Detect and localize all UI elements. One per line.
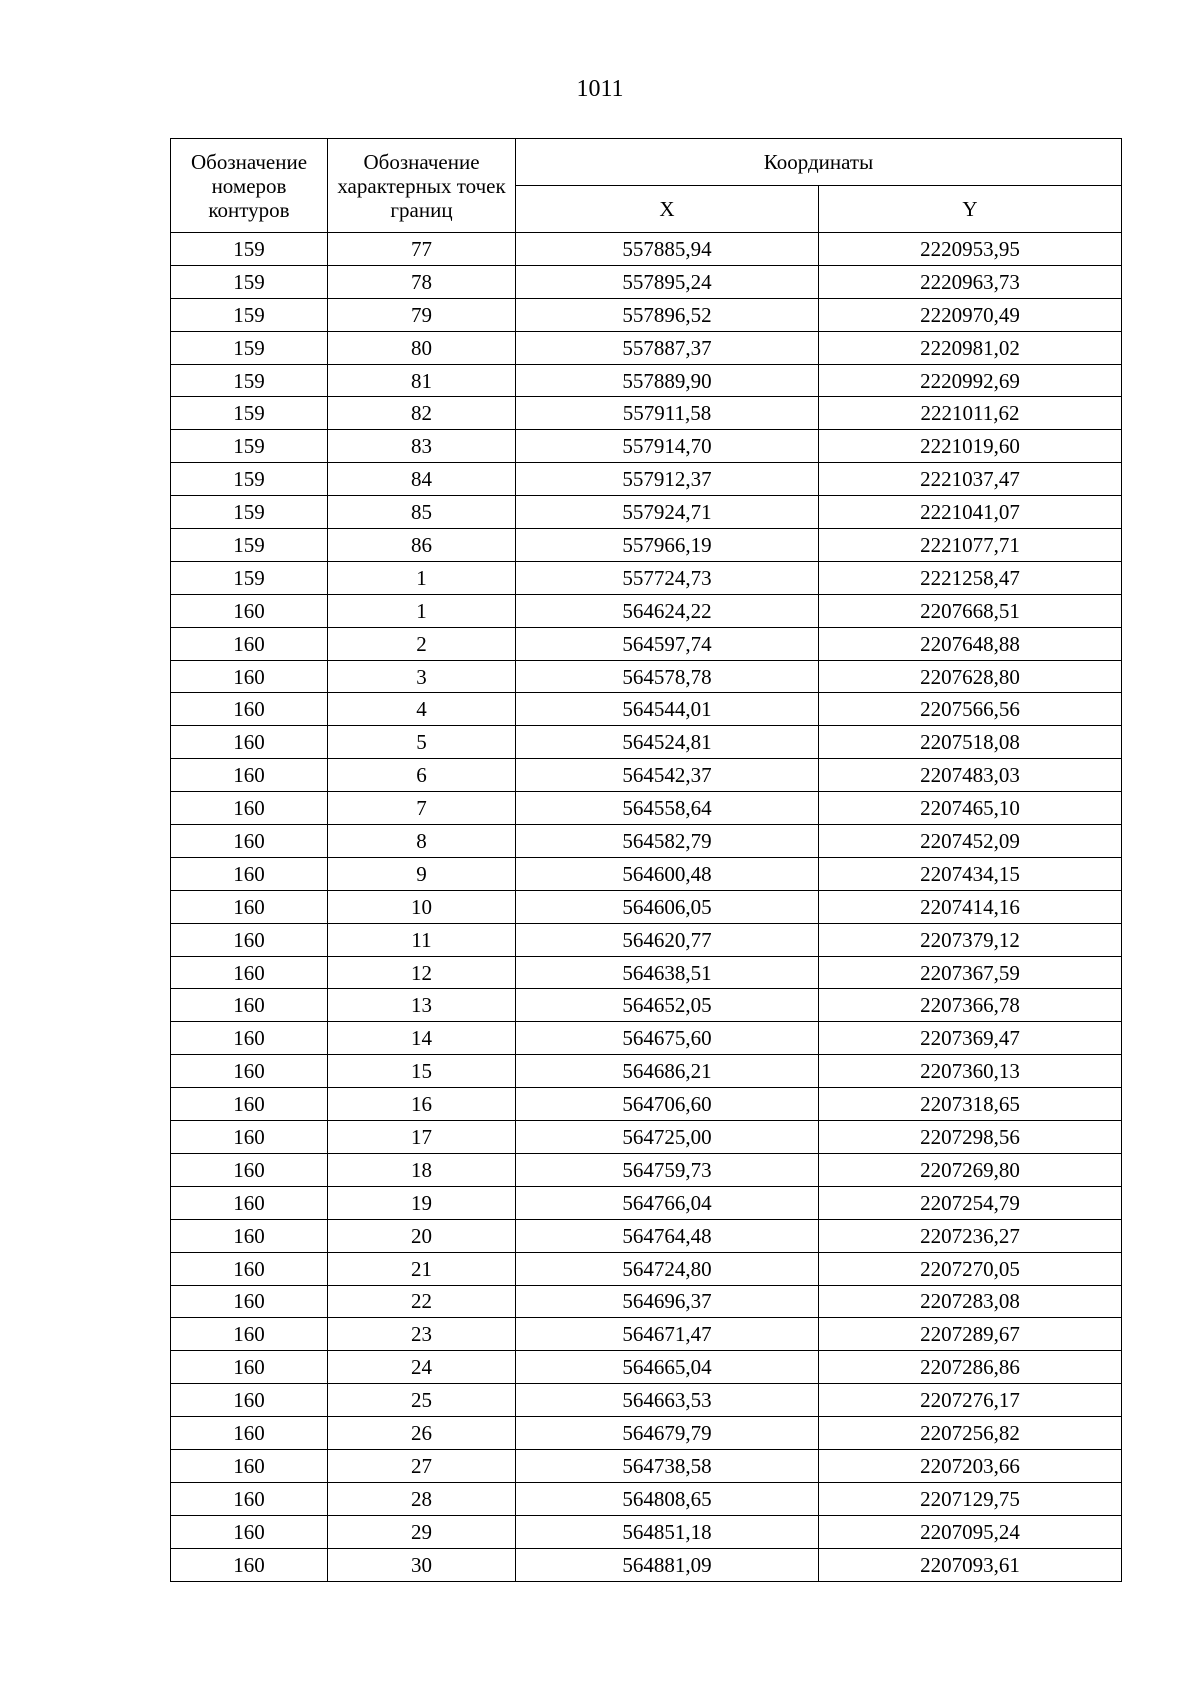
y-coordinate-cell: 2207483,03 (819, 759, 1122, 792)
contour-number-cell: 160 (171, 1515, 328, 1548)
y-coordinate-cell: 2207360,13 (819, 1055, 1122, 1088)
contour-number-cell: 160 (171, 627, 328, 660)
y-coordinate-cell: 2220963,73 (819, 265, 1122, 298)
x-coordinate-cell: 564663,53 (516, 1384, 819, 1417)
point-number-cell: 85 (328, 496, 516, 529)
x-coordinate-cell: 557896,52 (516, 298, 819, 331)
table-row (171, 430, 1122, 463)
table-row (171, 956, 1122, 989)
table-row (171, 1449, 1122, 1482)
contour-number-cell: 159 (171, 298, 328, 331)
table-body (171, 233, 1122, 1582)
y-coordinate-cell: 2207414,16 (819, 890, 1122, 923)
table-row (171, 1055, 1122, 1088)
header-boundary-points: Обозначение характерных точек границ (328, 139, 516, 233)
contour-number-cell: 160 (171, 890, 328, 923)
contour-number-cell: 160 (171, 956, 328, 989)
x-coordinate-cell: 564725,00 (516, 1121, 819, 1154)
point-number-cell: 30 (328, 1548, 516, 1581)
contour-number-cell: 159 (171, 233, 328, 266)
point-number-cell: 13 (328, 989, 516, 1022)
table-row (171, 1252, 1122, 1285)
x-coordinate-cell: 564766,04 (516, 1186, 819, 1219)
x-coordinate-cell: 557966,19 (516, 529, 819, 562)
y-coordinate-cell: 2207256,82 (819, 1417, 1122, 1450)
contour-number-cell: 159 (171, 397, 328, 430)
contour-number-cell: 159 (171, 430, 328, 463)
x-coordinate-cell: 557924,71 (516, 496, 819, 529)
y-coordinate-cell: 2207465,10 (819, 792, 1122, 825)
point-number-cell: 22 (328, 1285, 516, 1318)
x-coordinate-cell: 557912,37 (516, 463, 819, 496)
y-coordinate-cell: 2221011,62 (819, 397, 1122, 430)
point-number-cell: 28 (328, 1482, 516, 1515)
point-number-cell: 79 (328, 298, 516, 331)
y-coordinate-cell: 2220992,69 (819, 364, 1122, 397)
x-coordinate-cell: 564851,18 (516, 1515, 819, 1548)
x-coordinate-cell: 564597,74 (516, 627, 819, 660)
x-coordinate-cell: 557914,70 (516, 430, 819, 463)
x-coordinate-cell: 557895,24 (516, 265, 819, 298)
x-coordinate-cell: 564544,01 (516, 693, 819, 726)
x-coordinate-cell: 564724,80 (516, 1252, 819, 1285)
contour-number-cell: 160 (171, 989, 328, 1022)
x-coordinate-cell: 557887,37 (516, 331, 819, 364)
y-coordinate-cell: 2207379,12 (819, 923, 1122, 956)
x-coordinate-cell: 557911,58 (516, 397, 819, 430)
x-coordinate-cell: 564759,73 (516, 1153, 819, 1186)
point-number-cell: 84 (328, 463, 516, 496)
table-row (171, 1548, 1122, 1581)
table-row (171, 726, 1122, 759)
point-number-cell: 24 (328, 1351, 516, 1384)
table-row (171, 857, 1122, 890)
y-coordinate-cell: 2207283,08 (819, 1285, 1122, 1318)
x-coordinate-cell: 564738,58 (516, 1449, 819, 1482)
y-coordinate-cell: 2221041,07 (819, 496, 1122, 529)
table-row (171, 627, 1122, 660)
x-coordinate-cell: 557724,73 (516, 561, 819, 594)
point-number-cell: 20 (328, 1219, 516, 1252)
table-row (171, 233, 1122, 266)
contour-number-cell: 159 (171, 561, 328, 594)
y-coordinate-cell: 2207369,47 (819, 1022, 1122, 1055)
contour-number-cell: 160 (171, 1417, 328, 1450)
table-row (171, 496, 1122, 529)
contour-number-cell: 160 (171, 923, 328, 956)
point-number-cell: 8 (328, 825, 516, 858)
contour-number-cell: 160 (171, 1022, 328, 1055)
y-coordinate-cell: 2207628,80 (819, 660, 1122, 693)
contour-number-cell: 160 (171, 1351, 328, 1384)
y-coordinate-cell: 2221077,71 (819, 529, 1122, 562)
table-row (171, 331, 1122, 364)
y-coordinate-cell: 2220970,49 (819, 298, 1122, 331)
contour-number-cell: 160 (171, 660, 328, 693)
point-number-cell: 23 (328, 1318, 516, 1351)
y-coordinate-cell: 2207452,09 (819, 825, 1122, 858)
y-coordinate-cell: 2207093,61 (819, 1548, 1122, 1581)
point-number-cell: 10 (328, 890, 516, 923)
header-x: X (516, 186, 819, 233)
table-row (171, 923, 1122, 956)
point-number-cell: 17 (328, 1121, 516, 1154)
table-row (171, 1219, 1122, 1252)
point-number-cell: 14 (328, 1022, 516, 1055)
y-coordinate-cell: 2207518,08 (819, 726, 1122, 759)
table-row (171, 1318, 1122, 1351)
contour-number-cell: 160 (171, 1186, 328, 1219)
y-coordinate-cell: 2221258,47 (819, 561, 1122, 594)
table-row (171, 1515, 1122, 1548)
point-number-cell: 21 (328, 1252, 516, 1285)
x-coordinate-cell: 564764,48 (516, 1219, 819, 1252)
contour-number-cell: 160 (171, 1088, 328, 1121)
header-coordinates: Координаты (516, 139, 1122, 186)
point-number-cell: 5 (328, 726, 516, 759)
table-row (171, 1384, 1122, 1417)
y-coordinate-cell: 2221037,47 (819, 463, 1122, 496)
y-coordinate-cell: 2207648,88 (819, 627, 1122, 660)
page-number: 1011 (576, 76, 624, 102)
point-number-cell: 86 (328, 529, 516, 562)
contour-number-cell: 160 (171, 792, 328, 825)
y-coordinate-cell: 2207668,51 (819, 594, 1122, 627)
contour-number-cell: 160 (171, 759, 328, 792)
header-contour-numbers: Обозначение номеров контуров (171, 139, 328, 233)
y-coordinate-cell: 2207276,17 (819, 1384, 1122, 1417)
y-coordinate-cell: 2207298,56 (819, 1121, 1122, 1154)
contour-number-cell: 160 (171, 1548, 328, 1581)
x-coordinate-cell: 564620,77 (516, 923, 819, 956)
x-coordinate-cell: 564706,60 (516, 1088, 819, 1121)
point-number-cell: 29 (328, 1515, 516, 1548)
point-number-cell: 16 (328, 1088, 516, 1121)
x-coordinate-cell: 557889,90 (516, 364, 819, 397)
point-number-cell: 9 (328, 857, 516, 890)
table-row (171, 1088, 1122, 1121)
contour-number-cell: 160 (171, 1285, 328, 1318)
y-coordinate-cell: 2221019,60 (819, 430, 1122, 463)
contour-number-cell: 159 (171, 496, 328, 529)
point-number-cell: 15 (328, 1055, 516, 1088)
y-coordinate-cell: 2220953,95 (819, 233, 1122, 266)
x-coordinate-cell: 564696,37 (516, 1285, 819, 1318)
contour-number-cell: 160 (171, 1153, 328, 1186)
contour-number-cell: 160 (171, 1219, 328, 1252)
point-number-cell: 78 (328, 265, 516, 298)
y-coordinate-cell: 2207095,24 (819, 1515, 1122, 1548)
contour-number-cell: 160 (171, 726, 328, 759)
y-coordinate-cell: 2207236,27 (819, 1219, 1122, 1252)
contour-number-cell: 160 (171, 1384, 328, 1417)
y-coordinate-cell: 2207203,66 (819, 1449, 1122, 1482)
table-row (171, 660, 1122, 693)
table-row (171, 1153, 1122, 1186)
point-number-cell: 25 (328, 1384, 516, 1417)
point-number-cell: 4 (328, 693, 516, 726)
coordinates-table (170, 138, 1122, 1582)
table-row (171, 1351, 1122, 1384)
header-y: Y (819, 186, 1122, 233)
table-row (171, 792, 1122, 825)
point-number-cell: 3 (328, 660, 516, 693)
contour-number-cell: 160 (171, 1482, 328, 1515)
y-coordinate-cell: 2207269,80 (819, 1153, 1122, 1186)
table-row (171, 759, 1122, 792)
y-coordinate-cell: 2220981,02 (819, 331, 1122, 364)
contour-number-cell: 159 (171, 364, 328, 397)
x-coordinate-cell: 564600,48 (516, 857, 819, 890)
point-number-cell: 2 (328, 627, 516, 660)
point-number-cell: 1 (328, 594, 516, 627)
contour-number-cell: 160 (171, 825, 328, 858)
y-coordinate-cell: 2207318,65 (819, 1088, 1122, 1121)
x-coordinate-cell: 564881,09 (516, 1548, 819, 1581)
y-coordinate-cell: 2207129,75 (819, 1482, 1122, 1515)
x-coordinate-cell: 564638,51 (516, 956, 819, 989)
point-number-cell: 11 (328, 923, 516, 956)
table-row (171, 364, 1122, 397)
x-coordinate-cell: 564675,60 (516, 1022, 819, 1055)
contour-number-cell: 160 (171, 1252, 328, 1285)
y-coordinate-cell: 2207566,56 (819, 693, 1122, 726)
x-coordinate-cell: 564808,65 (516, 1482, 819, 1515)
table-row (171, 529, 1122, 562)
point-number-cell: 12 (328, 956, 516, 989)
point-number-cell: 82 (328, 397, 516, 430)
y-coordinate-cell: 2207367,59 (819, 956, 1122, 989)
point-number-cell: 81 (328, 364, 516, 397)
contour-number-cell: 160 (171, 857, 328, 890)
y-coordinate-cell: 2207270,05 (819, 1252, 1122, 1285)
x-coordinate-cell: 564524,81 (516, 726, 819, 759)
x-coordinate-cell: 564686,21 (516, 1055, 819, 1088)
x-coordinate-cell: 564624,22 (516, 594, 819, 627)
y-coordinate-cell: 2207366,78 (819, 989, 1122, 1022)
table-row (171, 989, 1122, 1022)
contour-number-cell: 159 (171, 463, 328, 496)
x-coordinate-cell: 564578,78 (516, 660, 819, 693)
point-number-cell: 77 (328, 233, 516, 266)
contour-number-cell: 160 (171, 1055, 328, 1088)
table-row (171, 594, 1122, 627)
point-number-cell: 1 (328, 561, 516, 594)
table-row (171, 1186, 1122, 1219)
point-number-cell: 26 (328, 1417, 516, 1450)
contour-number-cell: 160 (171, 1318, 328, 1351)
table-row (171, 1417, 1122, 1450)
x-coordinate-cell: 564606,05 (516, 890, 819, 923)
point-number-cell: 6 (328, 759, 516, 792)
table-row (171, 397, 1122, 430)
point-number-cell: 7 (328, 792, 516, 825)
point-number-cell: 19 (328, 1186, 516, 1219)
contour-number-cell: 160 (171, 1121, 328, 1154)
y-coordinate-cell: 2207254,79 (819, 1186, 1122, 1219)
table-row (171, 265, 1122, 298)
contour-number-cell: 160 (171, 594, 328, 627)
table-row (171, 890, 1122, 923)
x-coordinate-cell: 564542,37 (516, 759, 819, 792)
table-row (171, 1022, 1122, 1055)
x-coordinate-cell: 564679,79 (516, 1417, 819, 1450)
contour-number-cell: 159 (171, 529, 328, 562)
point-number-cell: 18 (328, 1153, 516, 1186)
y-coordinate-cell: 2207434,15 (819, 857, 1122, 890)
point-number-cell: 83 (328, 430, 516, 463)
x-coordinate-cell: 564652,05 (516, 989, 819, 1022)
x-coordinate-cell: 564582,79 (516, 825, 819, 858)
point-number-cell: 80 (328, 331, 516, 364)
contour-number-cell: 160 (171, 693, 328, 726)
y-coordinate-cell: 2207289,67 (819, 1318, 1122, 1351)
x-coordinate-cell: 564558,64 (516, 792, 819, 825)
table-row (171, 463, 1122, 496)
table-row (171, 561, 1122, 594)
point-number-cell: 27 (328, 1449, 516, 1482)
table-row (171, 825, 1122, 858)
table-row (171, 693, 1122, 726)
x-coordinate-cell: 564671,47 (516, 1318, 819, 1351)
contour-number-cell: 160 (171, 1449, 328, 1482)
table-row (171, 298, 1122, 331)
x-coordinate-cell: 564665,04 (516, 1351, 819, 1384)
contour-number-cell: 159 (171, 265, 328, 298)
contour-number-cell: 159 (171, 331, 328, 364)
table-row (171, 1285, 1122, 1318)
table-row (171, 1121, 1122, 1154)
table-row (171, 1482, 1122, 1515)
y-coordinate-cell: 2207286,86 (819, 1351, 1122, 1384)
x-coordinate-cell: 557885,94 (516, 233, 819, 266)
